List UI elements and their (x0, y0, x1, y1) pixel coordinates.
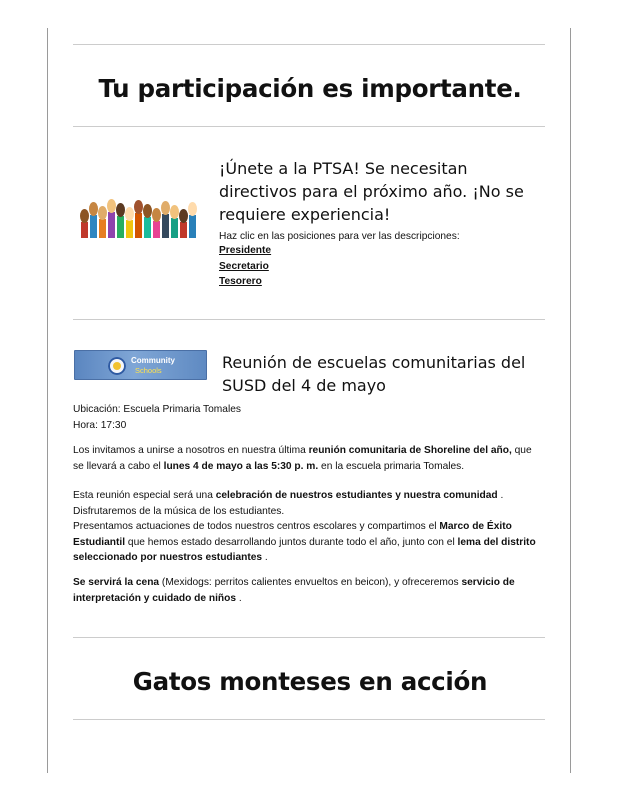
arm-sleeve (81, 222, 88, 238)
ptsa-title: ¡Únete a la PTSA! Se necesitan directivos para el próximo año. ¡No se requiere experiencia! (219, 159, 524, 224)
position-link-tesorero[interactable]: Tesorero (219, 276, 262, 287)
text: en la escuela primaria Tomales. (318, 460, 465, 472)
divider (73, 637, 545, 638)
emphasis: reunión comunitaria de Shoreline del año, (308, 445, 512, 456)
meeting-special-description (73, 488, 543, 566)
raised-hands-illustration (78, 180, 200, 238)
text: Presentamos actuaciones de todos nuestros centros escolares y compartimos el (73, 521, 440, 532)
left-page-border (47, 28, 48, 773)
arm-sleeve (153, 221, 160, 238)
section-heading-wildcats: Gatos monteses en acción (132, 667, 488, 696)
meeting-time: Hora: 17:30 (73, 419, 127, 431)
divider (73, 719, 545, 720)
arm-sleeve (162, 214, 169, 238)
arm-sleeve (117, 216, 124, 238)
banner-text-schools: Schools (135, 366, 162, 375)
positions-instruction: Haz clic en las posiciones para ver las descripciones: (219, 231, 460, 242)
section-heading-participation: Tu participación es importante. (98, 74, 522, 103)
raised-hand (116, 203, 125, 217)
arm-sleeve (99, 219, 106, 238)
meeting-details (73, 402, 543, 433)
raised-hand (170, 205, 179, 219)
position-link-secretario[interactable]: Secretario (219, 260, 269, 272)
emphasis: celebración de nuestros estudiantes y nuestra comunidad (215, 490, 498, 501)
raised-hand (134, 200, 143, 214)
community-schools-banner (74, 350, 207, 380)
text: que se llevará a cabo el (73, 445, 532, 472)
divider (73, 126, 545, 127)
meeting-invitation (73, 443, 543, 474)
emphasis: lunes 4 de mayo a las 5:30 p. m. (163, 460, 319, 472)
arm-sleeve (135, 213, 142, 238)
arm-sleeve (144, 217, 151, 238)
raised-hand (125, 207, 134, 221)
text: Disfrutaremos de la música de los estudiantes. (73, 505, 285, 517)
text: . (497, 490, 504, 501)
raised-hand (161, 201, 170, 215)
raised-hand (107, 199, 116, 213)
meeting-title: Reunión de escuelas comunitarias del SUSD del 4 de mayo (222, 353, 526, 395)
raised-hand (98, 206, 107, 220)
emphasis: lema del distrito seleccionado por nuestros estudiantes (73, 536, 536, 563)
text: . (236, 592, 242, 604)
arm-sleeve (180, 222, 187, 238)
meeting-dinner-info (73, 575, 543, 606)
raised-hand (143, 204, 152, 218)
right-page-border (570, 28, 571, 773)
community-schools-logo-icon (108, 357, 126, 375)
divider (73, 44, 545, 45)
text: Los invitamos a unirse a nosotros en nuestra última (73, 445, 309, 456)
text: Esta reunión especial será una (73, 490, 216, 501)
raised-hand (152, 208, 161, 222)
position-link-presidente[interactable]: Presidente (219, 245, 272, 256)
arm-sleeve (108, 212, 115, 238)
divider (73, 319, 545, 320)
arm-sleeve (189, 215, 196, 238)
raised-hand (188, 202, 197, 216)
text: . (262, 552, 268, 563)
arm-sleeve (90, 215, 97, 238)
raised-hand (80, 209, 89, 223)
banner-text-community: Community (131, 356, 175, 365)
text: que hemos estado desarrollando juntos durante todo el año, junto con el (125, 536, 458, 548)
emphasis: Marco de Éxito Estudiantil (73, 521, 512, 548)
emphasis: servicio de interpretación y cuidado de niños (73, 577, 515, 604)
raised-hand (89, 202, 98, 216)
arm-sleeve (126, 220, 133, 238)
text: (Mexidogs: perritos calientes envueltos en beicon), y ofreceremos (159, 577, 462, 588)
meeting-location: Ubicación: Escuela Primaria Tomales (73, 404, 241, 415)
arm-sleeve (171, 218, 178, 238)
emphasis: Se servirá la cena (73, 577, 160, 588)
position-links (219, 243, 271, 290)
raised-hand (179, 209, 188, 223)
